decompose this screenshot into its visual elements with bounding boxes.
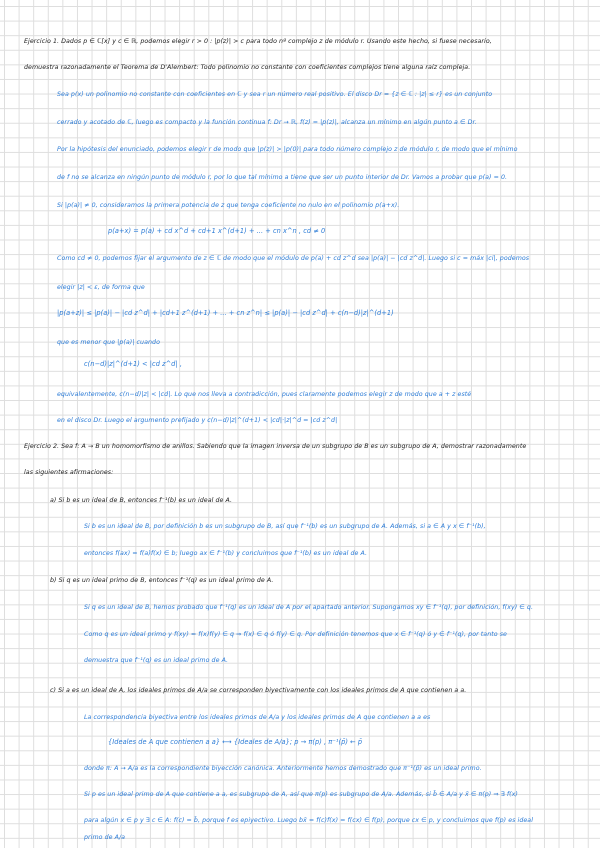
proof-1-line: Como cd ≠ 0, podemos fijar el argumento de z ∈ ℂ de modo que el módulo de p(a) + cd z^d sea |p(a)| − |cd z^d|. Luego si c = máx |ci|, podemos	[57, 255, 530, 262]
proof-1-line: Sea p(x) un polinomio no constante con coeficientes en ℂ y sea r un número real positivo. El disco Dr = {z ∈ ℂ : |z| ≤ r} es un conjunto	[57, 91, 493, 98]
proof-2b-line: Si q es un ideal de B, hemos probado que f⁻¹(q) es un ideal de A por el apartado anterior. Supongamos xy ∈ f⁻¹(q), por definición, f(xy) ∈ q.	[84, 604, 533, 611]
exercise-2-statement: Ejercicio 2. Sea f: A → B un homomorfismo de anillos. Sabiendo que la imagen inversa de un subgrupo de B es un subgrupo de A, demostrar razonadamente	[24, 443, 527, 450]
proof-2c-line: primo de A/a	[84, 834, 126, 841]
exercise-2c-statement: c) Si a es un ideal de A, los ideales primos de A/a se corresponden biyectivamente con los ideales primos de A que contienen a a.	[50, 687, 467, 694]
proof-1-line: que es menor que |p(a)| cuando	[57, 339, 160, 346]
exercise-2-statement-cont: las siguientes afirmaciones:	[24, 469, 114, 476]
proof-2c-formula: {Ideales de A que contienen a a} ⟷ {Ideales de A/a}; p → π(p) , π⁻¹(p̄) ← p̄	[108, 738, 363, 746]
proof-2a-line: Si b es un ideal de B, por definición b es un subgrupo de B, así que f⁻¹(b) es un subgrupo de A. Además, si a ∈ A y x ∈ f⁻¹(b),	[84, 523, 486, 530]
proof-1-line: elegir |z| < ε, de forma que	[57, 284, 145, 291]
proof-1-formula: |p(a+z)| ≤ |p(a)| − |cd z^d| + |cd+1 z^(d+1) + ... + cn z^n| ≤ |p(a)| − |cd z^d| + c(n−d)|z|^(d+1)	[57, 309, 394, 317]
exercise-1-statement: Ejercicio 1. Dados p ∈ ℂ[x] y c ∈ ℝ, podemos elegir r > 0 : |p(z)| > c para todo nº complejo z de módulo r. Usando este hecho, si fuese necesario,	[24, 38, 492, 45]
proof-1-line: Si |p(a)| ≠ 0, consideramos la primera potencia de z que tenga coeficiente no nulo en el polinomio p(a+x).	[57, 202, 400, 209]
proof-1-line: Por la hipótesis del enunciado, podemos elegir r de modo que |p(z)| > |p(0)| para todo número complejo z de módulo r, de modo que el mínimo	[57, 146, 518, 153]
proof-2b-line: Como q es un ideal primo y f(xy) = f(x)f(y) ∈ q ⇒ f(x) ∈ q ó f(y) ∈ q. Por definición tenemos que x ∈ f⁻¹(q) ó y ∈ f⁻¹(q), por tanto se	[84, 631, 507, 638]
exercise-2b-statement: b) Si q es un ideal primo de B, entonces f⁻¹(q) es un ideal primo de A.	[50, 577, 274, 584]
proof-1-formula: p(a+x) = p(a) + cd x^d + cd+1 x^(d+1) + ... + cn x^n , cd ≠ 0	[108, 227, 326, 235]
proof-2c-line: donde π: A → A/a es la correspondiente biyección canónica. Anteriormente hemos demostrado que π⁻¹(p̄) es un ideal primo.	[84, 765, 482, 772]
proof-1-line: cerrado y acotado de ℂ, luego es compacto y la función continua f: Dr → ℝ, f(z) = |p(z)|, alcanza un mínimo en algún punto a ∈ Dr.	[57, 119, 477, 126]
proof-2c-line: La correspondencia biyectiva entre los ideales primos de A/a y los ideales primos de A que contienen a a es	[84, 714, 431, 721]
proof-2c-line: Si p es un ideal primo de A que contiene a a, es subgrupo de A, así que π(p) es subgrupo de A/a. Además, si b̄ ∈ A/a y x̄ ∈ π(p) ⇒ ∃ f(x)	[84, 791, 518, 798]
exercise-1-statement-cont: demuestra razonadamente el Teorema de D'Alembert: Todo polinomio no constante con coeficientes complejos tiene alguna raíz compleja.	[24, 64, 471, 71]
proof-1-line: de f no se alcanza en ningún punto de módulo r, por lo que tal mínimo a tiene que ser un punto interior de Dr. Vamos a probar que p(a) = 0.	[57, 174, 508, 181]
proof-1-line: equivalentemente, c(n−d)|z| < |cd|. Lo que nos lleva a contradicción, pues claramente podemos elegir z de modo que a + z esté	[57, 391, 472, 398]
proof-1-formula: c(n−d)|z|^(d+1) < |cd z^d| ,	[84, 360, 182, 368]
proof-2a-line: entonces f(ax) = f(a)f(x) ∈ b; luego ax ∈ f⁻¹(b) y concluimos que f⁻¹(b) es un ideal de A.	[84, 550, 368, 557]
proof-2c-line: para algún x ∈ p y ∃ c ∈ A: f(c) = b̄, porque f es epiyectivo. Luego bx̄ = f(c)f(x) = f(cx) ∈ f(p), porque cx ∈ p, y concluimos que f(p) es ideal	[84, 817, 533, 824]
exercise-2a-statement: a) Si b es un ideal de B, entonces f⁻¹(b) es un ideal de A.	[50, 497, 233, 504]
proof-2b-line: demuestra que f⁻¹(q) es un ideal primo de A.	[84, 657, 229, 664]
proof-1-line: en el disco Dr. Luego el argumento prefijado y c(n−d)|z|^(d+1) < |cd|·|z|^d = |cd z^d|	[57, 417, 338, 424]
